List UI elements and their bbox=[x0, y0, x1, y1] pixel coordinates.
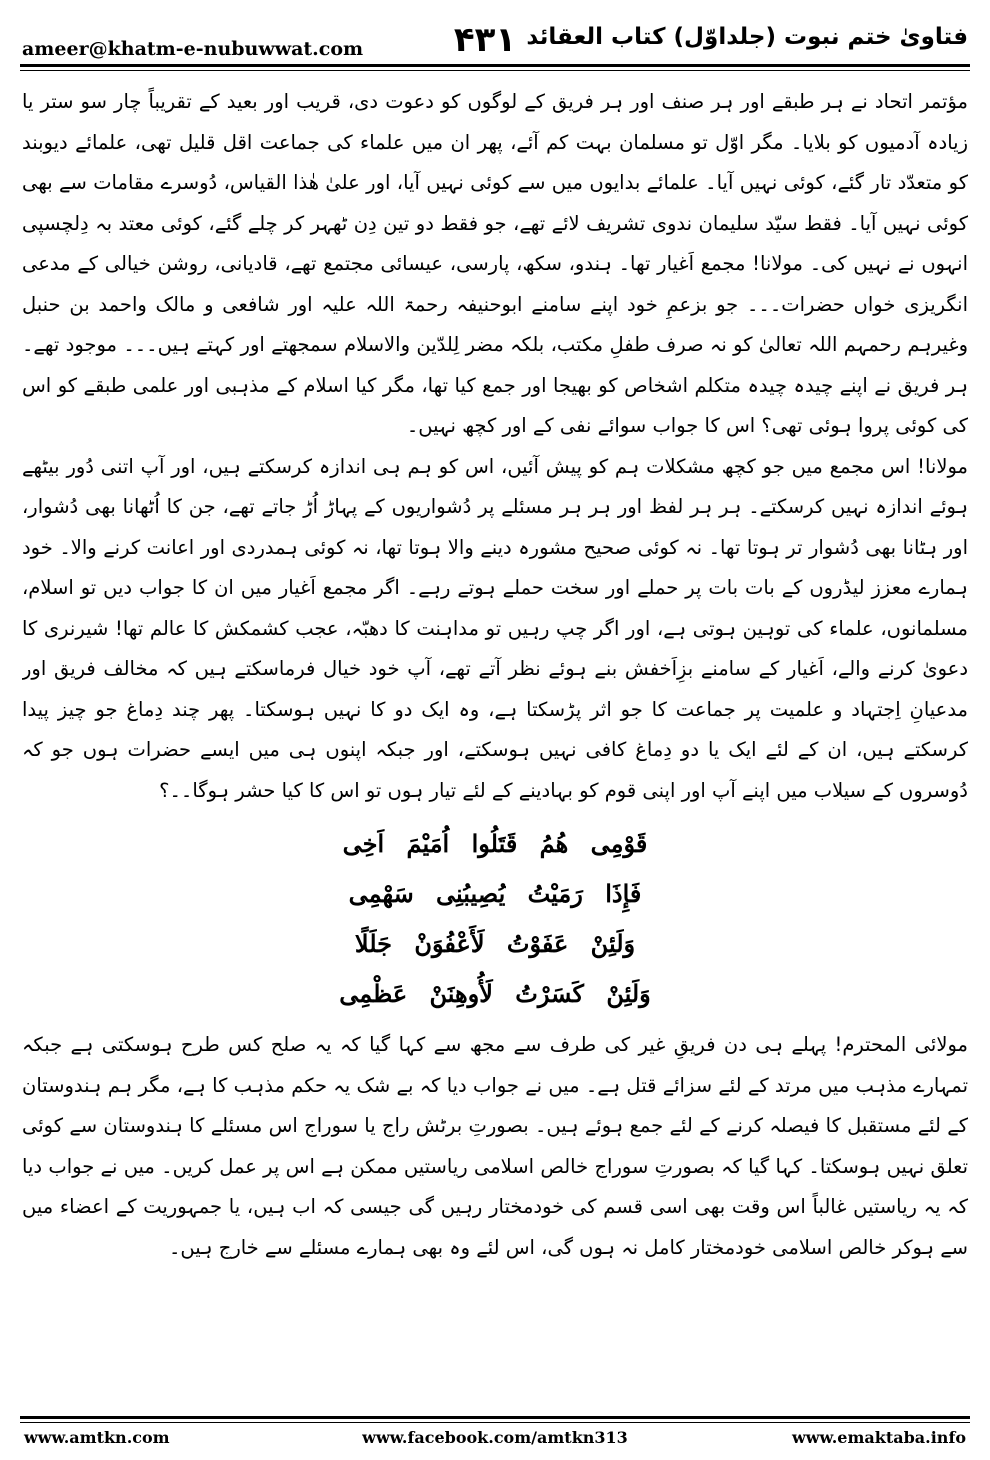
footer-link-emaktaba[interactable]: www.emaktaba.info bbox=[792, 1428, 966, 1447]
footer-link-facebook[interactable]: www.facebook.com/amtkn313 bbox=[362, 1428, 628, 1447]
footer-rule-thick bbox=[20, 1416, 970, 1419]
book-title: فتاویٰ ختم نبوت (جلداوّل) کتاب العقائد bbox=[526, 24, 968, 50]
footer-rule-thin bbox=[20, 1422, 970, 1423]
paragraph-2: مولانا! اس مجمع میں جو کچھ مشکلات ہم کو پیش آئیں، اس کو ہم ہی اندازہ کرسکتے ہیں، اور آپ اتنی دُور بیٹھے ہوئے اندازہ نہیں کرسکتے۔ ہر ہر لفظ اور ہر ہر مسئلے پر دُشواریوں کے پہاڑ اُڑ جاتے تھے، جن کا اُٹھانا بھی دُشوار، اور ہٹانا بھی دُشوار تر ہوتا تھا۔ نہ کوئی صحیح مشورہ دینے والا ہوتا تھا، نہ کوئی ہمدردی اور اعانت کرنے والا۔ خود ہمارے معزز لیڈروں کے بات بات پر حملے اور سخت حملے ہوتے رہے۔ اگر مجمع اَغیار میں ان کا جواب دیں تو اسلام، مسلمانوں، علماء کی توہین ہوتی ہے، اور اگر چپ رہیں تو مداہنت کا دھبّہ، عجب کشمکش کا عالم تھا! شیرنری کا دعویٰ کرنے والے، اَغیار کے سامنے بزِاَخفش بنے ہوئے نظر آتے تھے، آپ خود خیال فرماسکتے ہیں کہ مخالف فریق اور مدعیانِ اِجتہاد و علمیت پر جماعت کا جو اثر پڑسکتا ہے، وہ ایک دو کا نہیں ہوسکتا۔ پھر چند دِماغ جو چیز پیدا کرسکتے ہیں، ان کے لئے ایک یا دو دِماغ کافی نہیں ہوسکتے، اور جبکہ اپنوں ہی میں ایسے حضرات ہوں جو کہ دُوسروں کے سیلاب میں اپنے آپ اور اپنی قوم کو بہادینے کے لئے تیار ہوں تو اس کا کیا حشر ہوگا۔۔؟ bbox=[22, 454, 968, 802]
poetry-verses bbox=[22, 819, 968, 1019]
verse-line-1: قَوْمِی هُمُ قَتَلُوا اُمَیْمَ اَخِی bbox=[342, 829, 648, 858]
page-number: ۴۳۱ bbox=[453, 20, 517, 60]
header-rule-thick bbox=[20, 64, 970, 67]
verse-line-2: فَإِذَا رَمَیْتُ یُصِیبُنِی سَهْمِی bbox=[348, 879, 642, 908]
verse-line-4: وَلَئِنْ کَسَرْتُ لَأُوهِنَنْ عَظْمِی bbox=[339, 979, 651, 1008]
page-header bbox=[20, 20, 970, 70]
page-body bbox=[22, 82, 968, 1412]
paragraph-3: مولائی المحترم! پہلے ہی دن فریقِ غیر کی طرف سے مجھ سے کہا گیا کہ یہ صلح کس طرح ہوسکتی ہے جبکہ تمہارے مذہب میں مرتد کے لئے سزائے قتل ہے۔ میں نے جواب دیا کہ بے شک یہ حکم مذہب کا ہے، مگر ہم ہندوستان کے لئے مستقبل کا فیصلہ کرنے کے لئے جمع ہوئے ہیں۔ بصورتِ برٹش راج یا سوراج اس مسئلے کا ہندوستان سے کوئی تعلق نہیں ہوسکتا۔ کہا گیا کہ بصورتِ سوراج خالص اسلامی ریاستیں ممکن ہے اس پر عمل کریں۔ میں نے جواب دیا کہ یہ ریاستیں غالباً اس وقت بھی اسی قسم کی خودمختار رہیں گی جیسی کہ اب ہیں، یا جمہوریت کے اعضاء میں سے ہوکر خالص اسلامی خودمختار کامل نہ ہوں گی، اس لئے وہ بھی ہمارے مسئلے سے خارج ہیں۔ bbox=[22, 1033, 968, 1259]
footer-link-amtkn[interactable]: www.amtkn.com bbox=[24, 1428, 170, 1447]
paragraph-1: مؤتمر اتحاد نے ہر طبقے اور ہر صنف اور ہر فریق کے لوگوں کو دعوت دی، قریب اور بعید کے تقریباً چار سو ستر یا زیادہ آدمیوں کو بلایا۔ مگر اوّل تو مسلمان بہت کم آئے، پھر ان میں علماء کی جماعت اقل قلیل تھی، علمائے دیوبند کو متعدّد تار گئے، کوئی نہیں آیا۔ علمائے بدایوں میں سے کوئی نہیں آیا، اور علیٰ ھٰذا القیاس، دُوسرے مقامات سے بھی کوئی نہیں آیا۔ فقط سیّد سلیمان ندوی تشریف لائے تھے، جو فقط دو تین دِن ٹھہر کر چلے گئے، کوئی معتد بہ دِلچسپی انہوں نے نہیں کی۔ مولانا! مجمع اَغیار تھا۔ ہندو، سکھ، پارسی، عیسائی مجتمع تھے، قادیانی، روشن خیالی کے مدعی انگریزی خواں حضرات۔۔۔ جو بزعمِ خود اپنے سامنے ابوحنیفہ رحمۃ اللہ علیہ اور شافعی و مالک واحمد بن حنبل وغیرہم رحمہم اللہ تعالیٰ کو نہ صرف طفلِ مکتب، بلکہ مضر لِلدّین والاسلام سمجھتے اور کہتے ہیں۔۔۔ موجود تھے۔ ہر فریق نے اپنے چیدہ چیدہ متکلم اشخاص کو بھیجا اور جمع کیا تھا، مگر کیا اسلام کے مذہبی اور علمی طبقے کو اس کی کوئی پروا ہوئی تھی؟ اس کا جواب سوائے نفی کے اور کچھ نہیں۔ bbox=[22, 90, 968, 437]
header-email: ameer@khatm-e-nubuwwat.com bbox=[22, 38, 364, 60]
verse-line-3: وَلَئِنْ عَفَوْتُ لَأَعْفُوَنْ جَلَلًا bbox=[354, 929, 636, 958]
page-footer bbox=[20, 1428, 970, 1452]
header-rule-thin bbox=[20, 70, 970, 71]
